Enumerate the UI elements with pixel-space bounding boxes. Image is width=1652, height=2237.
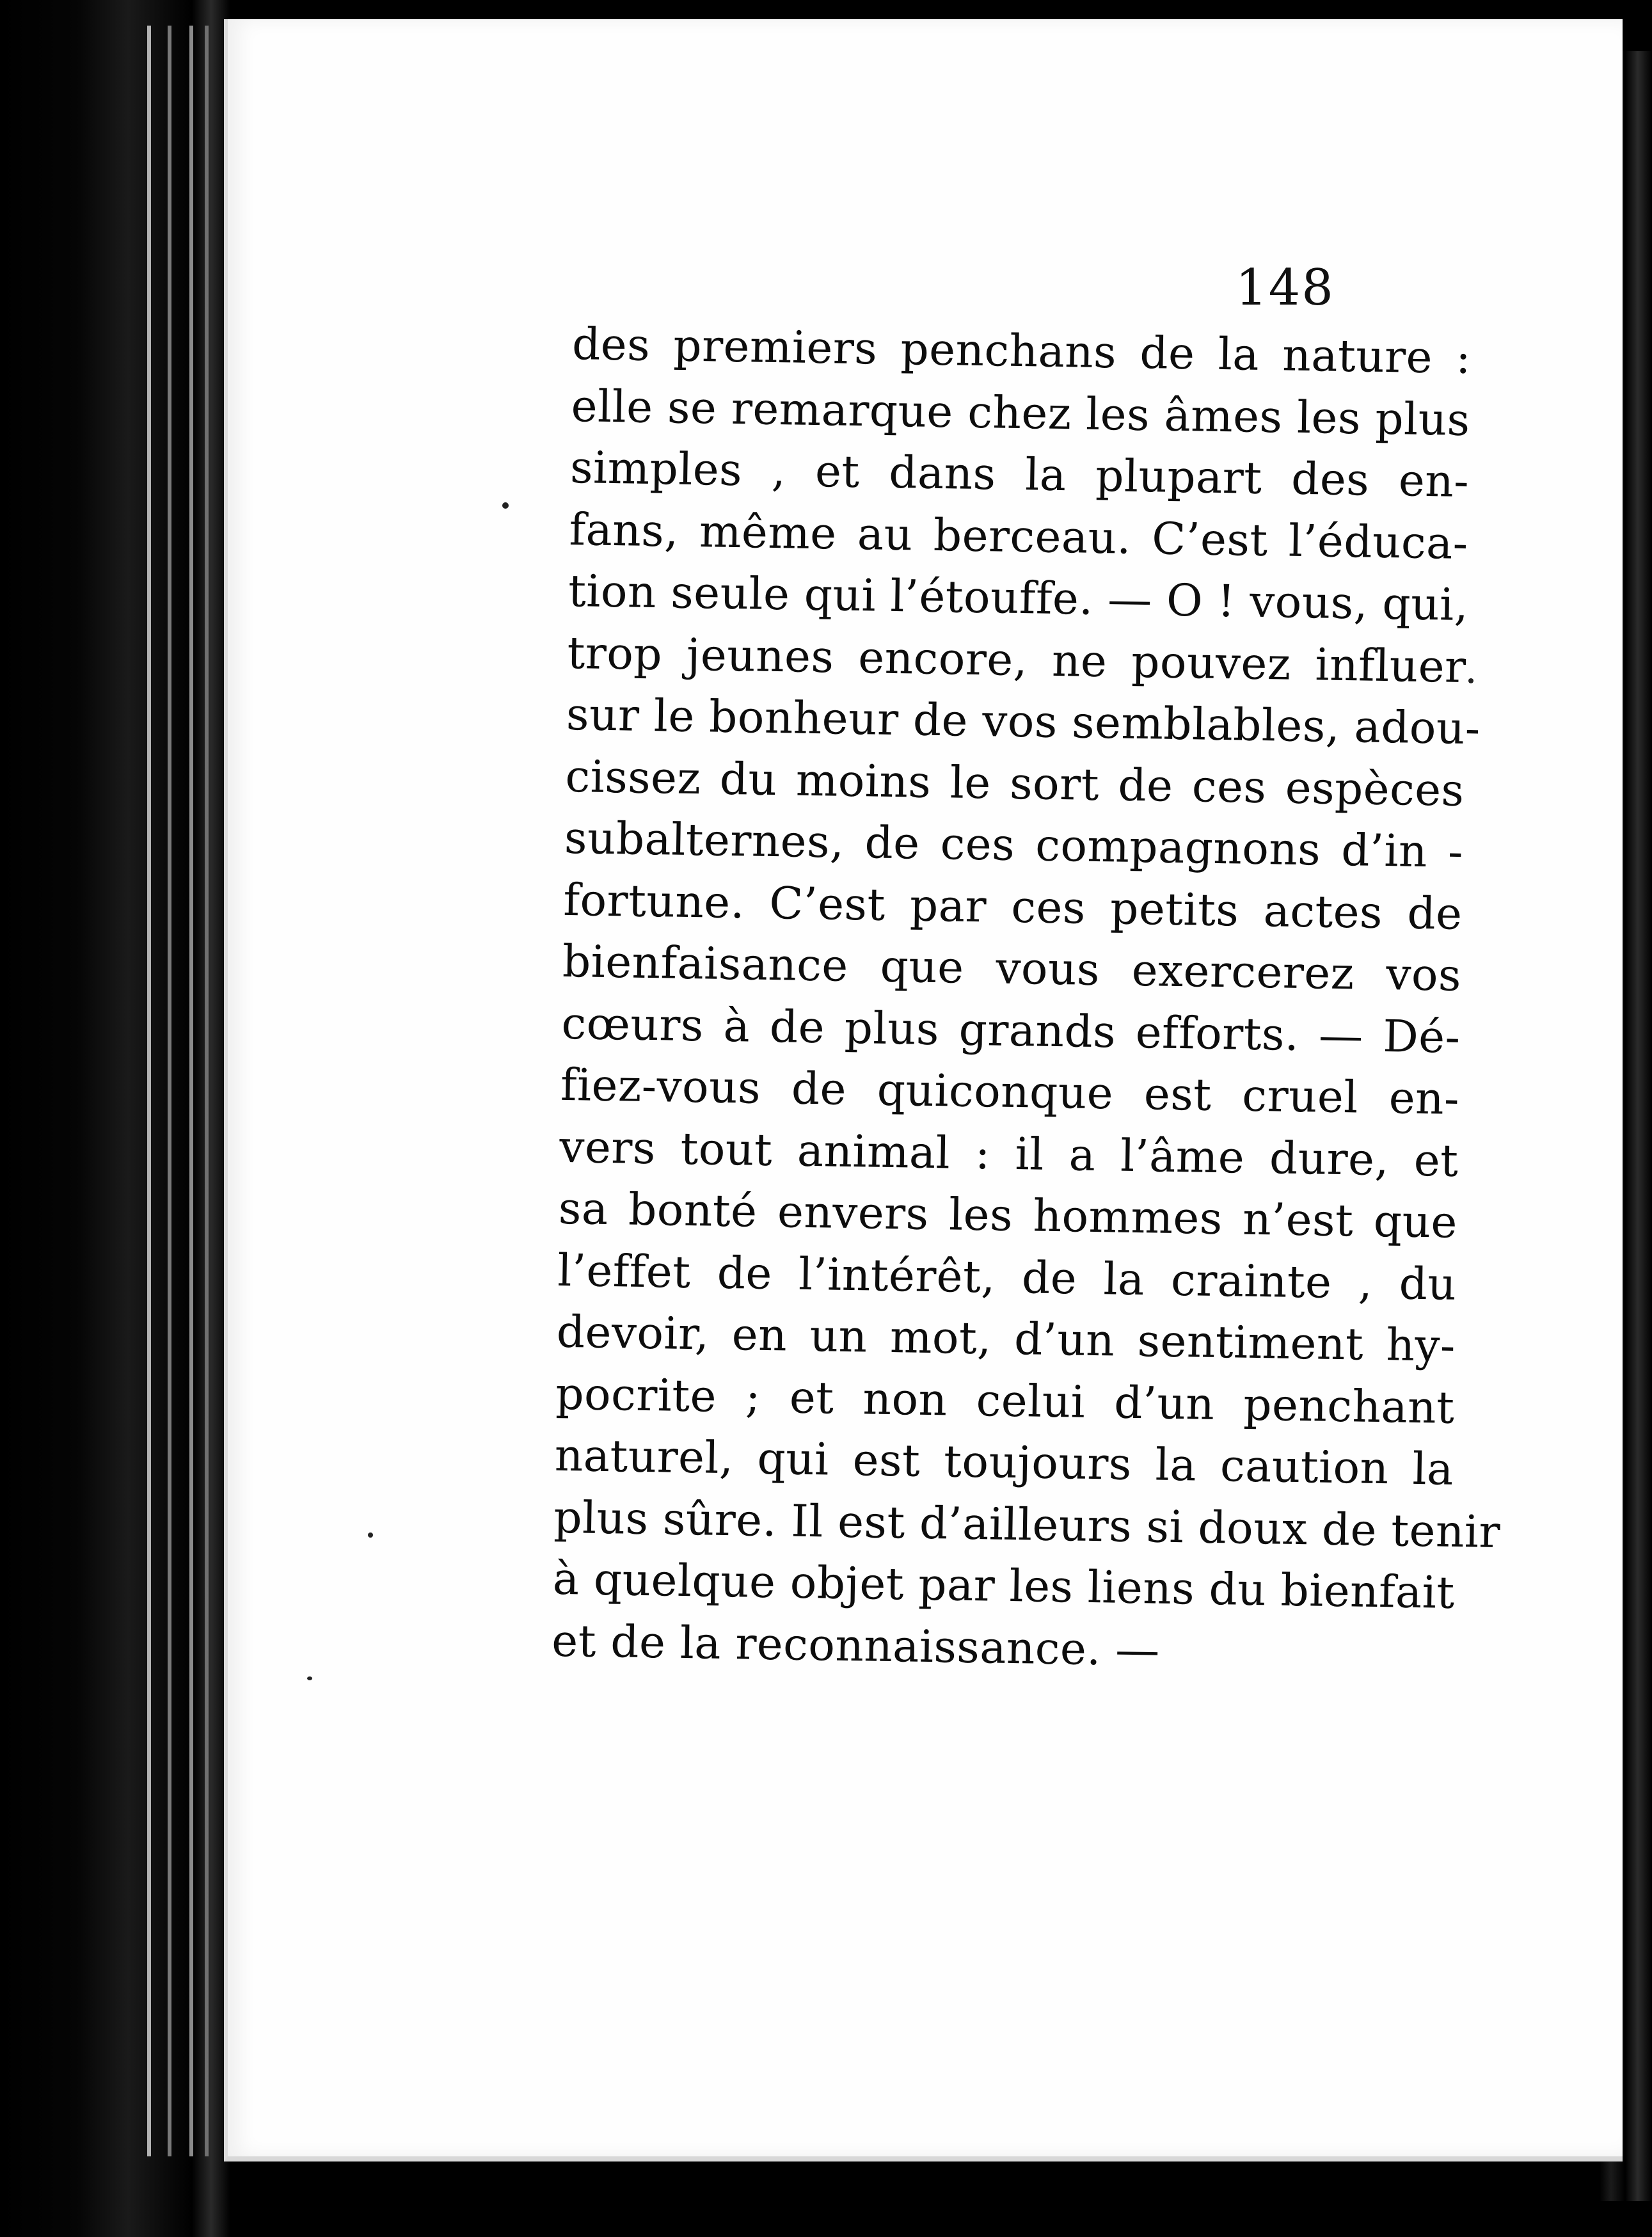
- text-line: cœurs à de plus grands efforts. — Dé-: [560, 998, 1461, 1063]
- scan-speck: [502, 502, 509, 509]
- text-line: fortune. C’est par ces petits actes de: [562, 874, 1463, 940]
- text-line: elle se remarque chez les âmes les plus: [571, 380, 1471, 446]
- text-line: à quelque objet par les liens du bienfait: [552, 1553, 1456, 1619]
- text-line: fiez-vous de quiconque est cruel en-: [560, 1059, 1460, 1125]
- page-edge: [147, 26, 151, 2156]
- text-line: plus sûre. Il est d’ailleurs si doux de tenir: [553, 1492, 1501, 1558]
- page-edge: [189, 26, 193, 2156]
- text-line: devoir, en un mot, d’un sentiment hy-: [556, 1306, 1456, 1372]
- text-line: simples , et dans la plupart des en-: [569, 442, 1470, 508]
- text-line: subalternes, de ces compagnons d’in -: [564, 812, 1464, 878]
- text-line: vers tout animal : il a l’âme dure, et: [559, 1121, 1459, 1187]
- text-line: l’effet de l’intérêt, de la crainte , du: [557, 1245, 1457, 1310]
- page-edge: [205, 26, 209, 2156]
- text-line: cissez du moins le sort de ces espèces: [565, 751, 1465, 816]
- page-edge: [168, 26, 171, 2156]
- scan-speck: [307, 1676, 312, 1680]
- body-text: [551, 314, 1501, 1686]
- text-line: sur le bonheur de vos semblables, adou-: [566, 689, 1481, 755]
- scan-speck: [368, 1532, 373, 1538]
- text-line: et de la reconnaissance. —: [551, 1615, 1161, 1676]
- text-line: des premiers penchans de la nature :: [571, 318, 1472, 385]
- page-number: 148: [1235, 259, 1335, 317]
- text-line: trop jeunes encore, ne pouvez influer: [567, 627, 1467, 693]
- book-spine: [0, 0, 230, 2237]
- scan-speck: [1468, 678, 1473, 683]
- text-line: pocrite ; et non celui d’un penchant: [555, 1368, 1455, 1434]
- text-line: tion seule qui l’étouffe. — O ! vous, qui,: [568, 565, 1469, 632]
- text-line: sa bonté envers les hommes n’est que: [558, 1182, 1458, 1248]
- text-line: naturel, qui est toujours la caution la: [554, 1429, 1454, 1495]
- text-line: fans, même au berceau. C’est l’éduca-: [569, 504, 1469, 569]
- text-line: bienfaisance que vous exercerez vos: [562, 935, 1462, 1001]
